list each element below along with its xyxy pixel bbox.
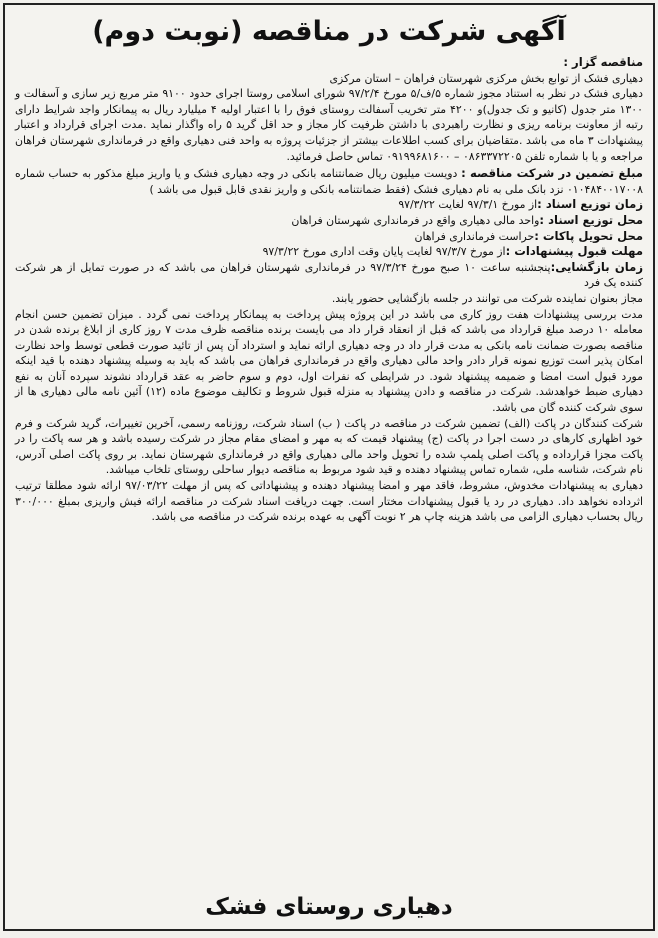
organizer-line: دهیاری فشک از توابع بخش مرکزی شهرستان فراهان – استان مرکزی — [329, 71, 643, 85]
ad-footer-signature: دهیاری روستای فشک — [205, 894, 453, 920]
organizer-label: مناقصه گزار : — [563, 55, 643, 69]
guarantee-text: دویست میلیون ریال ضمانتنامه بانکی در وجه دهیاری فشک و یا واریز مبلغ مذکور به حساب شماره ۰۱۰۴۸۴۰۰۱۷۰۰۸ نزد بانک ملی به نام دهیاری فشک (فقط ضمانتنامه بانکی و واریز نقدی قابل قبول می باشد ) — [15, 167, 643, 196]
distribution-time-label: زمان توزیع اسناد : — [537, 197, 643, 212]
description-paragraph: دهیاری فشک در نظر به استناد مجوز شماره ۵/ف/۵ مورخ ۹۷/۲/۴ شورای اسلامی روستا اجرای حدود ۹۱۰۰ متر مربع زیر سازی و آسفالت و ۱۳۰۰ متر جدول (کانیو و تک جدول)و ۴۲۰۰ متر تخریب آسفالت روستای فوق را با اعتبار اولیه ۴ میلیارد ریال به پیمانکار واجد شرایط دارای رتبه از معاونت برنامه ریزی و نظارت راهبردی با داشتن ظرفیت کار مجاز و حد اقل گرید ۵ راه واگذار نماید .مدت اجرای قرارداد و اعتبار پیشنهادات ۳ ماه می باشد .متقاضیان برای کسب اطلاعات بیشتر از جزئیات پروژه به واحد فنی دهیاری واقع در فرمانداری شهرستان فراهان مراجعه و یا با شماره تلفن ۰۸۶۳۳۷۲۲۰۵ – ۰۹۱۹۹۶۸۱۶۰۰ تماس حاصل فرمائید. — [15, 87, 644, 163]
deadline-label: مهلت قبول پیشنهادات : — [505, 244, 643, 259]
deadline-row — [15, 244, 643, 260]
paragraph-conditions: دهیاری به پیشنهادات مخدوش، مشروط، فاقد مهر و امضا پیشنهاد دهنده و پیشنهاداتی که پس از مهلت ۹۷/۰۳/۲۲ ارائه شود مطلقا ترتیب اثرداده نخواهد داد. دهیاری در رد یا قبول پیشنهادات مختار است. جهت دریافت اسناد شرکت در مناقصه ارائه فیش واریزی بمبلغ ۳۰۰/۰۰۰ ریال بحساب دهیاری الزامی می باشد هزینه چاپ هر ۲ نوبت آگهی به عهده برنده شرکت در مناقصه می باشد. — [15, 479, 643, 524]
distribution-time-text: از مورخ ۹۷/۳/۱ لغایت ۹۷/۳/۲۲ — [398, 198, 538, 212]
paragraph-envelopes: شرکت کنندگان در پاکت (الف) تضمین شرکت در مناقصه در پاکت ( ب) اسناد شرکت، روزنامه رسمی، آخرین تغییرات، گرید شرکت و فرم خود اظهاری کارهای در دست اجرا در پاکت (ج) پیشنهاد قیمت که به مهر و امضای مقام مجاز در شرکت رسیده باشد و هر سه پاکت را در پاکت مجزا قرارداده و پاکت اصلی پلمپ شده را تحویل واحد مالی دهیاری واقع در فرمانداری شهرستان نماید. بر روی پاکت اصلی آدرس، نام شرکت، شناسه ملی، شماره تماس پیشنهاد دهنده و قید شود مربوط به مناقصه دیوار ساحلی روستای تلخاب میباشد. — [15, 416, 643, 477]
opening-label: زمان بازگشایی: — [550, 259, 643, 274]
distribution-time-row — [15, 197, 643, 213]
delivery-place-text: حراست فرمانداری فراهان — [414, 229, 535, 243]
distribution-place-row — [15, 213, 643, 229]
paragraph-representative: مجاز بعنوان نماینده شرکت می توانند در جلسه بازگشایی حضور یابند. — [331, 291, 643, 305]
delivery-place-row — [15, 229, 643, 245]
distribution-place-text: واحد مالی دهیاری واقع در فرمانداری شهرستان فراهان — [291, 213, 540, 227]
delivery-place-label: محل تحویل پاکات : — [534, 228, 643, 243]
distribution-place-label: محل توزیع اسناد : — [539, 212, 643, 227]
deadline-text: از مورخ ۹۷/۳/۷ لغایت پایان وقت اداری مورخ ۹۷/۳/۲۲ — [262, 245, 506, 259]
opening-row — [15, 260, 643, 291]
paragraph-review-terms: مدت بررسی پیشنهادات هفت روز کاری می باشد در این پروژه پیش پرداخت به پیمانکار پرداخت نمی گردد . میزان تضمین حسن انجام معامله ۱۰ درصد مبلغ قرارداد می باشد که قبل از انعقاد قرار داد می بایست برنده مناقصه ظرف مدت ۷ روز کاری از ابلاغ برنده شدن در مناقصه بصورت ضمانت نامه بانکی به مدت قرار داد در وجه دهیاری ارائه نماید و استرداد آن پس از تائید صورت قطعی توسط واحد نظارت امکان پذیر است توزیع نمونه قرار دادر واحد مالی دهیاری واقع در فرمانداری فراهان می باشد که باید به وسیله پیشنهاد دهنده با قید اینکه مورد قبول است امضا و ضمیمه پیشنهاد شود. در شرایطی که نفرات اول، دوم و سوم حاضر به عقد قرارداد نشوند سپرده آنان به نفع دهیاری ضبط خواهدشد. شرکت در مناقصه و دادن پیشنهاد به منزله قبول شروط و تکالیف موضوع ماده (۱۲) آئین نامه مالی دهیاری ها از سوی شرکت کننده گان می باشد. — [15, 307, 643, 415]
advertisement-page — [3, 3, 655, 931]
opening-text: پنجشنبه ساعت ۱۰ صبح مورخ ۹۷/۳/۲۴ در فرمانداری شهرستان فراهان می باشد که در صورت تمایل از هر شرکت کننده یک فرد — [15, 260, 643, 290]
ad-title: آگهی شرکت در مناقصه (نوبت دوم) — [92, 16, 566, 47]
ad-body — [5, 55, 653, 525]
guarantee-paragraph — [15, 166, 643, 197]
guarantee-label: مبلغ تضمین در شرکت مناقصه : — [461, 166, 643, 181]
